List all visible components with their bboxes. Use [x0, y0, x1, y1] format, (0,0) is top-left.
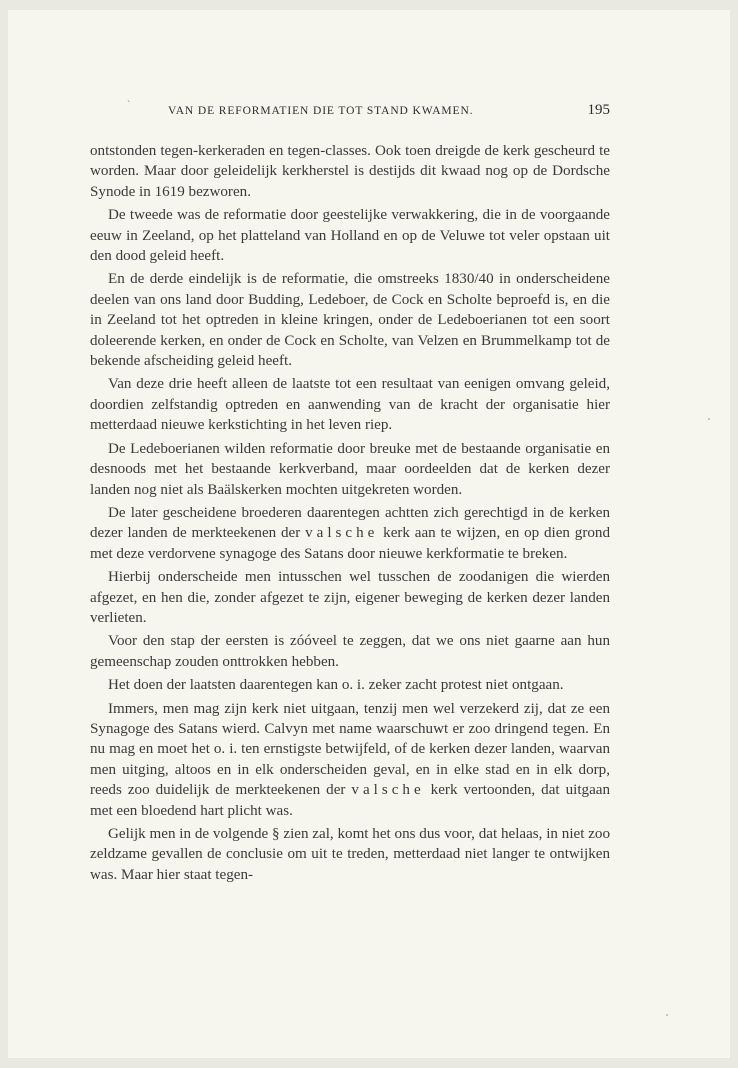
spaced-emphasis: valsche	[305, 525, 379, 542]
paragraph	[90, 567, 610, 628]
text-run: kerk aan te wijzen, en op dien grond met deze verdorvene synagoge des Satans door nieuwe kerkformatie te breken.	[90, 525, 610, 562]
text-run: Voor den stap der eersten is zóóveel te zeggen, dat we ons niet gaarne aan hun gemeenschap zouden onttrokken hebben.	[90, 633, 610, 670]
text-run: kerk vertoonden, dat uitgaan met een bloedend hart plicht was.	[90, 782, 611, 819]
text-run: Het doen der laatsten daarentegen kan o. i. zeker zacht protest niet ontgaan.	[108, 677, 564, 694]
text-run: Hierbij onderscheide men intusschen wel tusschen de zoodanigen die wierden afgezet, en hen die, zonder afgezet te zijn, eigener beweging de kerken dezer landen verlieten.	[90, 569, 610, 626]
body-text	[90, 141, 610, 885]
paragraph	[90, 699, 610, 821]
paragraph	[90, 503, 610, 564]
paragraph	[90, 675, 610, 695]
text-run: Gelijk men in de volgende § zien zal, komt het ons dus voor, dat helaas, in niet zoo zeldzame gevallen de conclusie om uit te treden, metterdaad niet langer te ontwijken was. Maar hier staat tegen-	[90, 826, 610, 883]
page-header	[90, 102, 610, 122]
paragraph	[90, 141, 610, 202]
paper-speck	[666, 1014, 668, 1016]
spaced-emphasis: valsche	[351, 782, 425, 799]
paragraph	[90, 205, 610, 266]
text-run: Immers, men mag zijn kerk niet uitgaan, tenzij men wel verzekerd zij, dat ze een Synagoge des Satans wierd. Calvyn met name waarschuwt er zoo dringend tegen. En nu mag en moet het o. i. ten ernstigste betwijfeld, of de kerken dezer landen, waarvan men uitging, altoos en in elk onderscheiden geval, en in elke stad en in elk dorp, reeds zoo duidelijk de merkteekenen der	[90, 700, 610, 799]
running-head: VAN DE REFORMATIEN DIE TOT STAND KWAMEN.	[168, 105, 474, 117]
book-page	[8, 10, 730, 1058]
text-run: De later gescheidene broederen daarentegen achtten zich gerechtigd in de kerken dezer landen de merkteekenen der	[90, 504, 610, 542]
text-run: Van deze drie heeft alleen de laatste tot een resultaat van eenigen omvang geleid, doordien zelfstandig optreden en aanwending van de kracht der organisatie hier metterdaad nieuwe kerkstichting in het leven riep.	[90, 376, 610, 434]
text-run: De Ledeboerianen wilden reformatie door breuke met de bestaande organisatie en desnoods met het bestaande kerkverband, maar oordeelden dat de kerken dezer landen nog niet als Baälskerken mochten uitgekreten worden.	[90, 440, 610, 498]
paragraph	[90, 824, 610, 885]
text-run: ontstonden tegen-kerkeraden en tegen-classes. Ook toen dreigde de kerk gescheurd te worden. Maar door geleidelijk kerkherstel is destijds dit kwaad nog op de Dordsche Synode in 1619 bezworen.	[90, 143, 610, 200]
text-run: En de derde eindelijk is de reformatie, die omstreeks 1830/40 in onderscheidene deelen van ons land door Budding, Ledeboer, de Cock en Scholte beproefd is, en die in Zeeland tot het optreden in kleine kringen, onder de Ledeboerianen tot een soort doleerende kerken, en onder de Cock en Scholte, van Velzen en Brummelkamp tot de bekende afscheiding geleid heeft.	[90, 271, 610, 370]
header-mark: `	[127, 100, 131, 111]
paragraph	[90, 269, 610, 371]
text-run: De tweede was de reformatie door geestelijke verwakkering, die in de voorgaande eeuw in Zeeland, op het platteland van Holland en op de Veluwe tot veler opstaan uit den dood geleid heeft.	[90, 207, 610, 265]
paragraph	[90, 374, 610, 435]
page-number: 195	[587, 102, 610, 118]
paragraph	[90, 439, 610, 500]
paper-speck	[708, 418, 710, 420]
paragraph	[90, 631, 610, 672]
